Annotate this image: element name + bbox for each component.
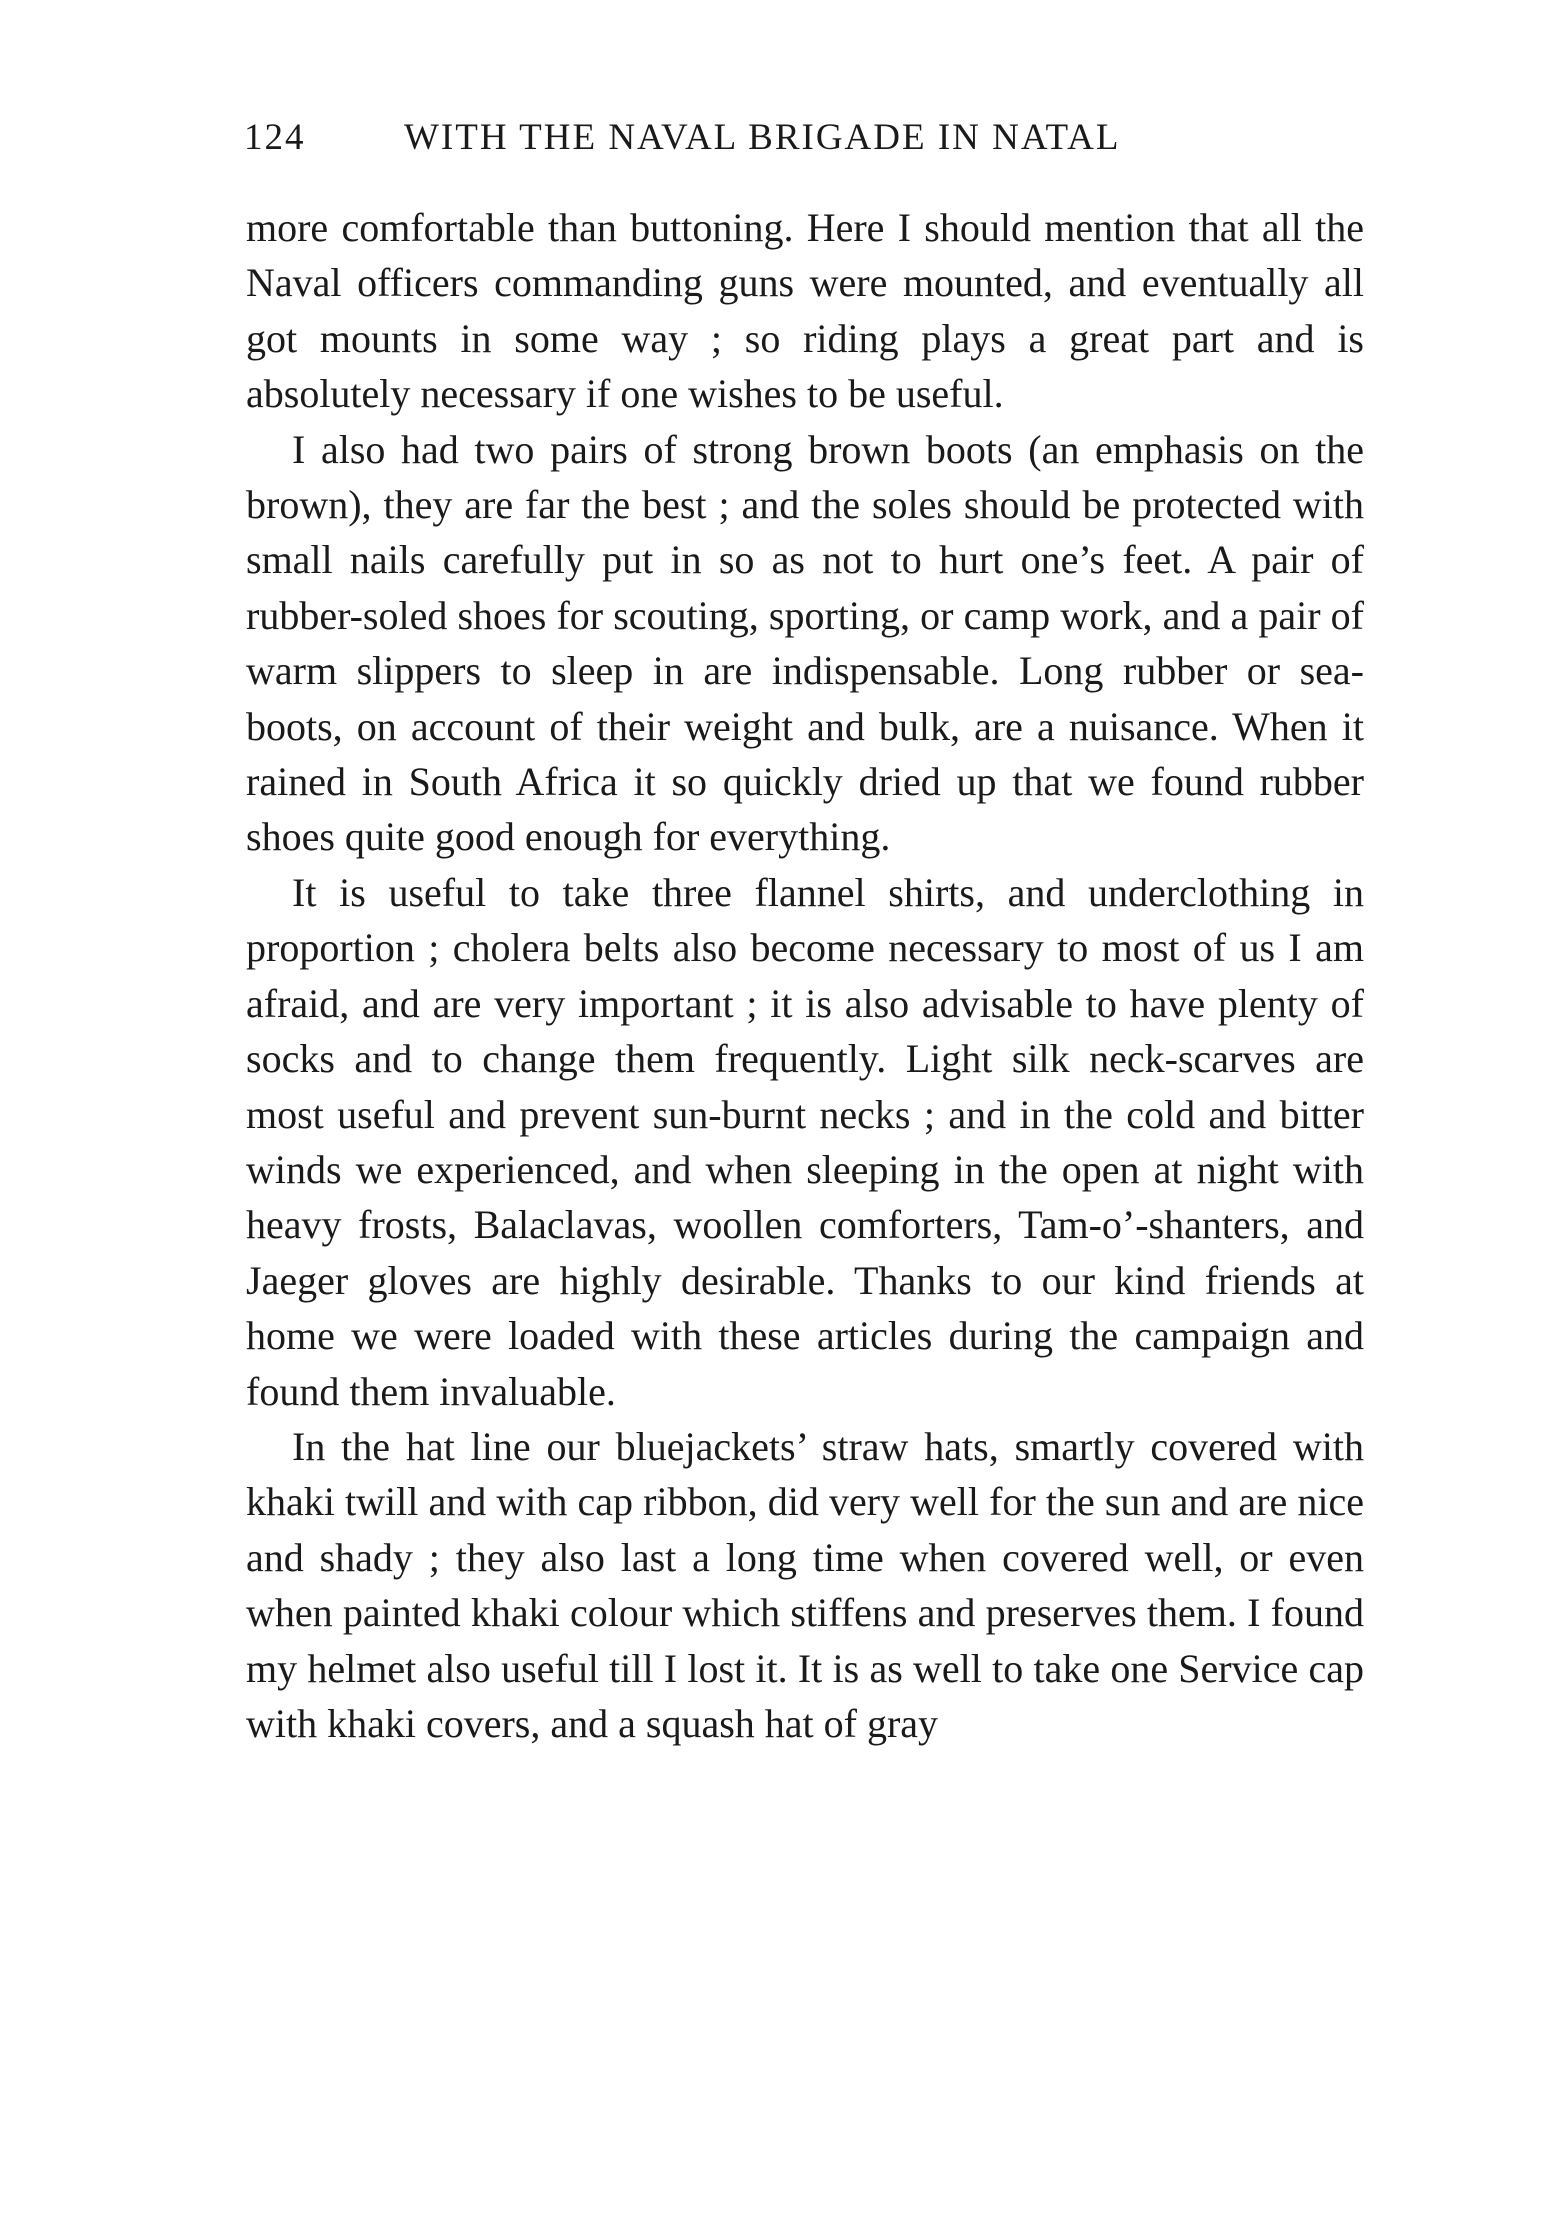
- body-text: [246, 200, 1364, 1751]
- paragraph-continued: more comfortable than buttoning. Here I should mention that all the Naval officers commanding guns were mounted, and eventually all got mounts in some way ; so riding plays a great part and is absolutely necessary if one wishes to be useful.: [246, 205, 1364, 417]
- running-head: WITH THE NAVAL BRIGADE IN NATAL: [404, 117, 1121, 158]
- paragraph-shirts: It is useful to take three flannel shirts, and underclothing in proportion ; cholera belts also become necessary to most of us I am afraid, and are very important ; it is also advisable to have plenty of socks and to change them frequently. Light silk neck-scarves are most useful and prevent sun-burnt necks ; and in the cold and bitter winds we experienced, and when sleeping in the open at night with heavy frosts, Balaclavas, woollen comforters, Tam-o’-shanters, and Jaeger gloves are highly desirable. Thanks to our kind friends at home we were loaded with these articles during the campaign and found them invaluable.: [246, 869, 1364, 1414]
- page-header: [244, 116, 1364, 164]
- paragraph-boots: I also had two pairs of strong brown boots (an emphasis on the brown), they are far the best ; and the soles should be protected with small nails carefully put in so as not to hurt one’s feet. A pair of rubber-soled shoes for scouting, sporting, or camp work, and a pair of warm slippers to sleep in are indispensable. Long rubber or sea-boots, on account of their weight and bulk, are a nuisance. When it rained in South Africa it so quickly dried up that we found rubber shoes quite good enough for everything.: [246, 426, 1364, 860]
- paragraph-hats: In the hat line our bluejackets’ straw hats, smartly covered with khaki twill and with cap ribbon, did very well for the sun and are nice and shady ; they also last a long time when covered well, or even when painted khaki colour which stiffens and preserves them. I found my helmet also useful till I lost it. It is as well to take one Service cap with khaki covers, and a squash hat of gray: [246, 1423, 1364, 1746]
- page-number: 124: [244, 117, 306, 158]
